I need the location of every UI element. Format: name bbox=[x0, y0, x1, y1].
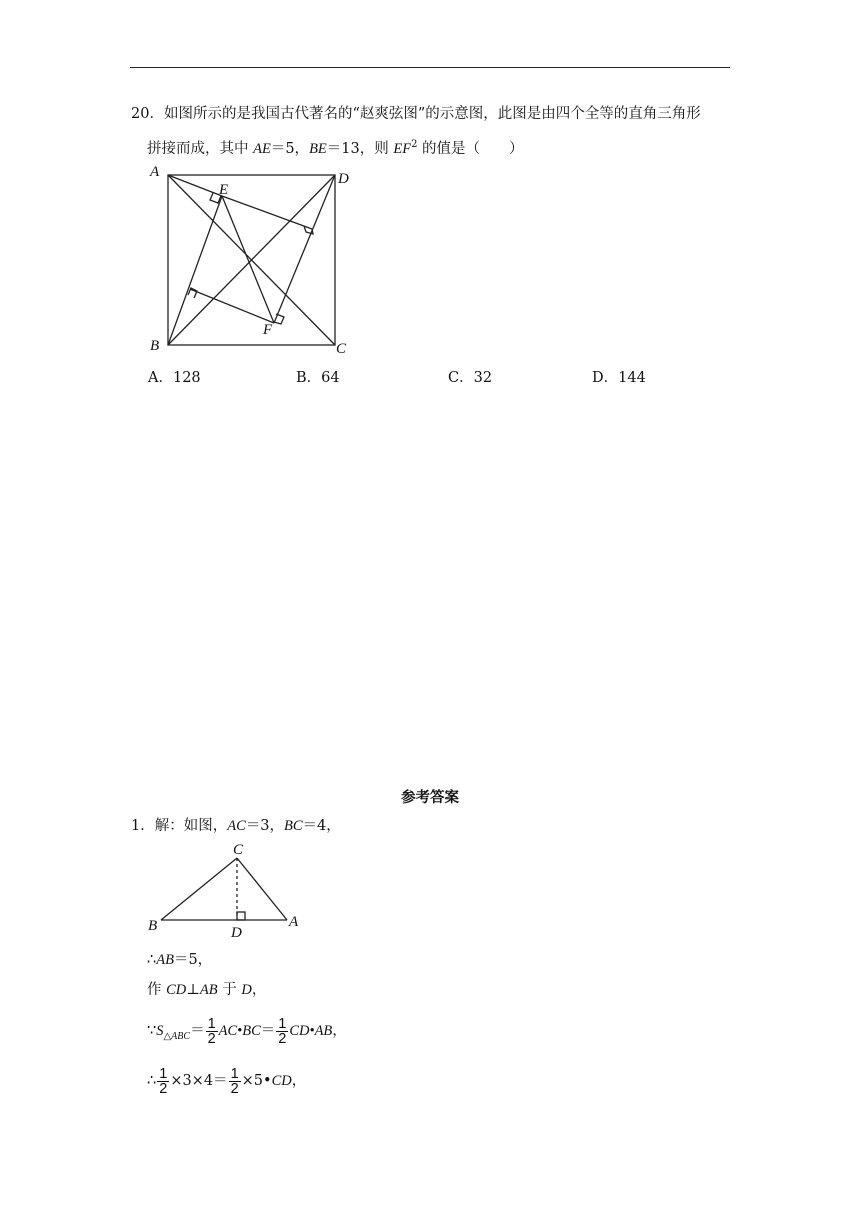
equals-2: ＝ bbox=[260, 1023, 276, 1039]
var-ef: EF bbox=[393, 140, 412, 157]
label-c: C bbox=[336, 341, 347, 357]
step-3-end: ， bbox=[332, 1023, 347, 1039]
var-bc: BC bbox=[284, 818, 303, 834]
bc-value: ＝4， bbox=[302, 818, 341, 834]
triangle-diagram bbox=[140, 838, 310, 940]
side-bc bbox=[161, 858, 237, 920]
therefore-symbol-2: ∴ bbox=[147, 1073, 157, 1089]
step-2-mid: 于 bbox=[217, 982, 242, 998]
label-a: A bbox=[150, 164, 160, 180]
therefore-symbol: ∴ bbox=[147, 952, 157, 968]
label-b: B bbox=[150, 338, 160, 354]
header-rule bbox=[130, 67, 730, 68]
step-4-end: ， bbox=[291, 1073, 307, 1089]
segment-fd bbox=[274, 175, 335, 323]
var-ab: AB bbox=[156, 952, 174, 968]
answer-number: 1． bbox=[131, 818, 155, 834]
step-2-end: ， bbox=[251, 982, 267, 998]
label-d: D bbox=[338, 171, 349, 187]
option-d[interactable]: D．144 bbox=[592, 370, 646, 386]
option-a[interactable]: A．128 bbox=[148, 370, 201, 386]
ab-value: ＝5， bbox=[173, 952, 213, 968]
perp-symbol: ⊥ bbox=[186, 982, 200, 998]
frac-den: 2 bbox=[278, 1030, 287, 1047]
question-number: 20． bbox=[131, 106, 164, 122]
fraction-half-2 bbox=[276, 1017, 288, 1046]
frac-num: 1 bbox=[278, 1015, 287, 1032]
var-s: S bbox=[156, 1023, 164, 1039]
label-b2: B bbox=[148, 918, 158, 934]
var-ac: AC bbox=[227, 818, 246, 834]
question-text: 如图所示的是我国古代著名的“赵爽弦图”的示意图，此图是由四个全等的直角三角形 bbox=[163, 106, 701, 122]
ac-value: ＝3， bbox=[245, 818, 284, 834]
frac-den: 2 bbox=[230, 1080, 239, 1097]
step-2-text: 作 bbox=[147, 982, 167, 998]
label-a2: A bbox=[289, 914, 299, 930]
segment-be bbox=[168, 196, 222, 345]
var-ab-2: AB bbox=[199, 982, 218, 998]
label-e: E bbox=[219, 182, 229, 198]
label-d2: D bbox=[231, 925, 242, 940]
step-4 bbox=[147, 1064, 306, 1098]
ae-value: ＝5， bbox=[270, 140, 310, 157]
step-2 bbox=[147, 980, 266, 1000]
var-cd: CD bbox=[166, 982, 187, 998]
segment-ef bbox=[222, 196, 274, 323]
fraction-half-1 bbox=[206, 1017, 218, 1046]
frac-den: 2 bbox=[159, 1080, 168, 1097]
step-4-term-1: ×3×4＝ bbox=[170, 1073, 228, 1089]
be-value: ＝13，则 bbox=[326, 140, 394, 157]
step-4-term-2: ×5• bbox=[241, 1073, 272, 1089]
because-symbol: ∵ bbox=[147, 1023, 157, 1039]
frac-den: 2 bbox=[207, 1030, 216, 1047]
answer-intro: 解：如图， bbox=[154, 818, 228, 834]
label-c2: C bbox=[233, 842, 244, 858]
segment-ae bbox=[168, 175, 222, 196]
fraction-half-4 bbox=[229, 1067, 241, 1096]
var-d: D bbox=[241, 982, 252, 998]
option-b[interactable]: B．64 bbox=[296, 370, 340, 386]
segment-b-f bbox=[190, 289, 274, 323]
answers-title: 参考答案 bbox=[401, 789, 459, 806]
frac-num: 1 bbox=[159, 1065, 168, 1082]
term-cd-ab: CD•AB bbox=[289, 1023, 333, 1039]
var-be: BE bbox=[309, 140, 327, 157]
step-3 bbox=[147, 1014, 347, 1054]
label-f: F bbox=[263, 322, 273, 338]
fraction-half-3 bbox=[157, 1067, 169, 1096]
right-angle-d bbox=[237, 912, 245, 920]
var-cd-2: CD bbox=[271, 1073, 292, 1089]
answer-1-line bbox=[131, 816, 341, 836]
frac-num: 1 bbox=[207, 1015, 216, 1032]
area-subscript: △ABC bbox=[163, 1030, 191, 1042]
frac-num: 1 bbox=[230, 1065, 239, 1082]
equals-1: ＝ bbox=[190, 1023, 205, 1039]
question-line-2 bbox=[147, 135, 524, 159]
option-c[interactable]: C．32 bbox=[448, 370, 493, 386]
question-text-2b: 的值是（ ） bbox=[417, 140, 524, 157]
var-ae: AE bbox=[253, 140, 271, 157]
ef-exponent: 2 bbox=[411, 139, 418, 150]
zhao-shuang-diagram bbox=[140, 160, 360, 360]
side-ca bbox=[237, 858, 287, 920]
question-text-2a: 拼接而成，其中 bbox=[147, 140, 254, 157]
step-1 bbox=[147, 950, 212, 970]
term-ac-bc: AC•BC bbox=[218, 1023, 261, 1039]
question-line-1 bbox=[131, 104, 701, 124]
